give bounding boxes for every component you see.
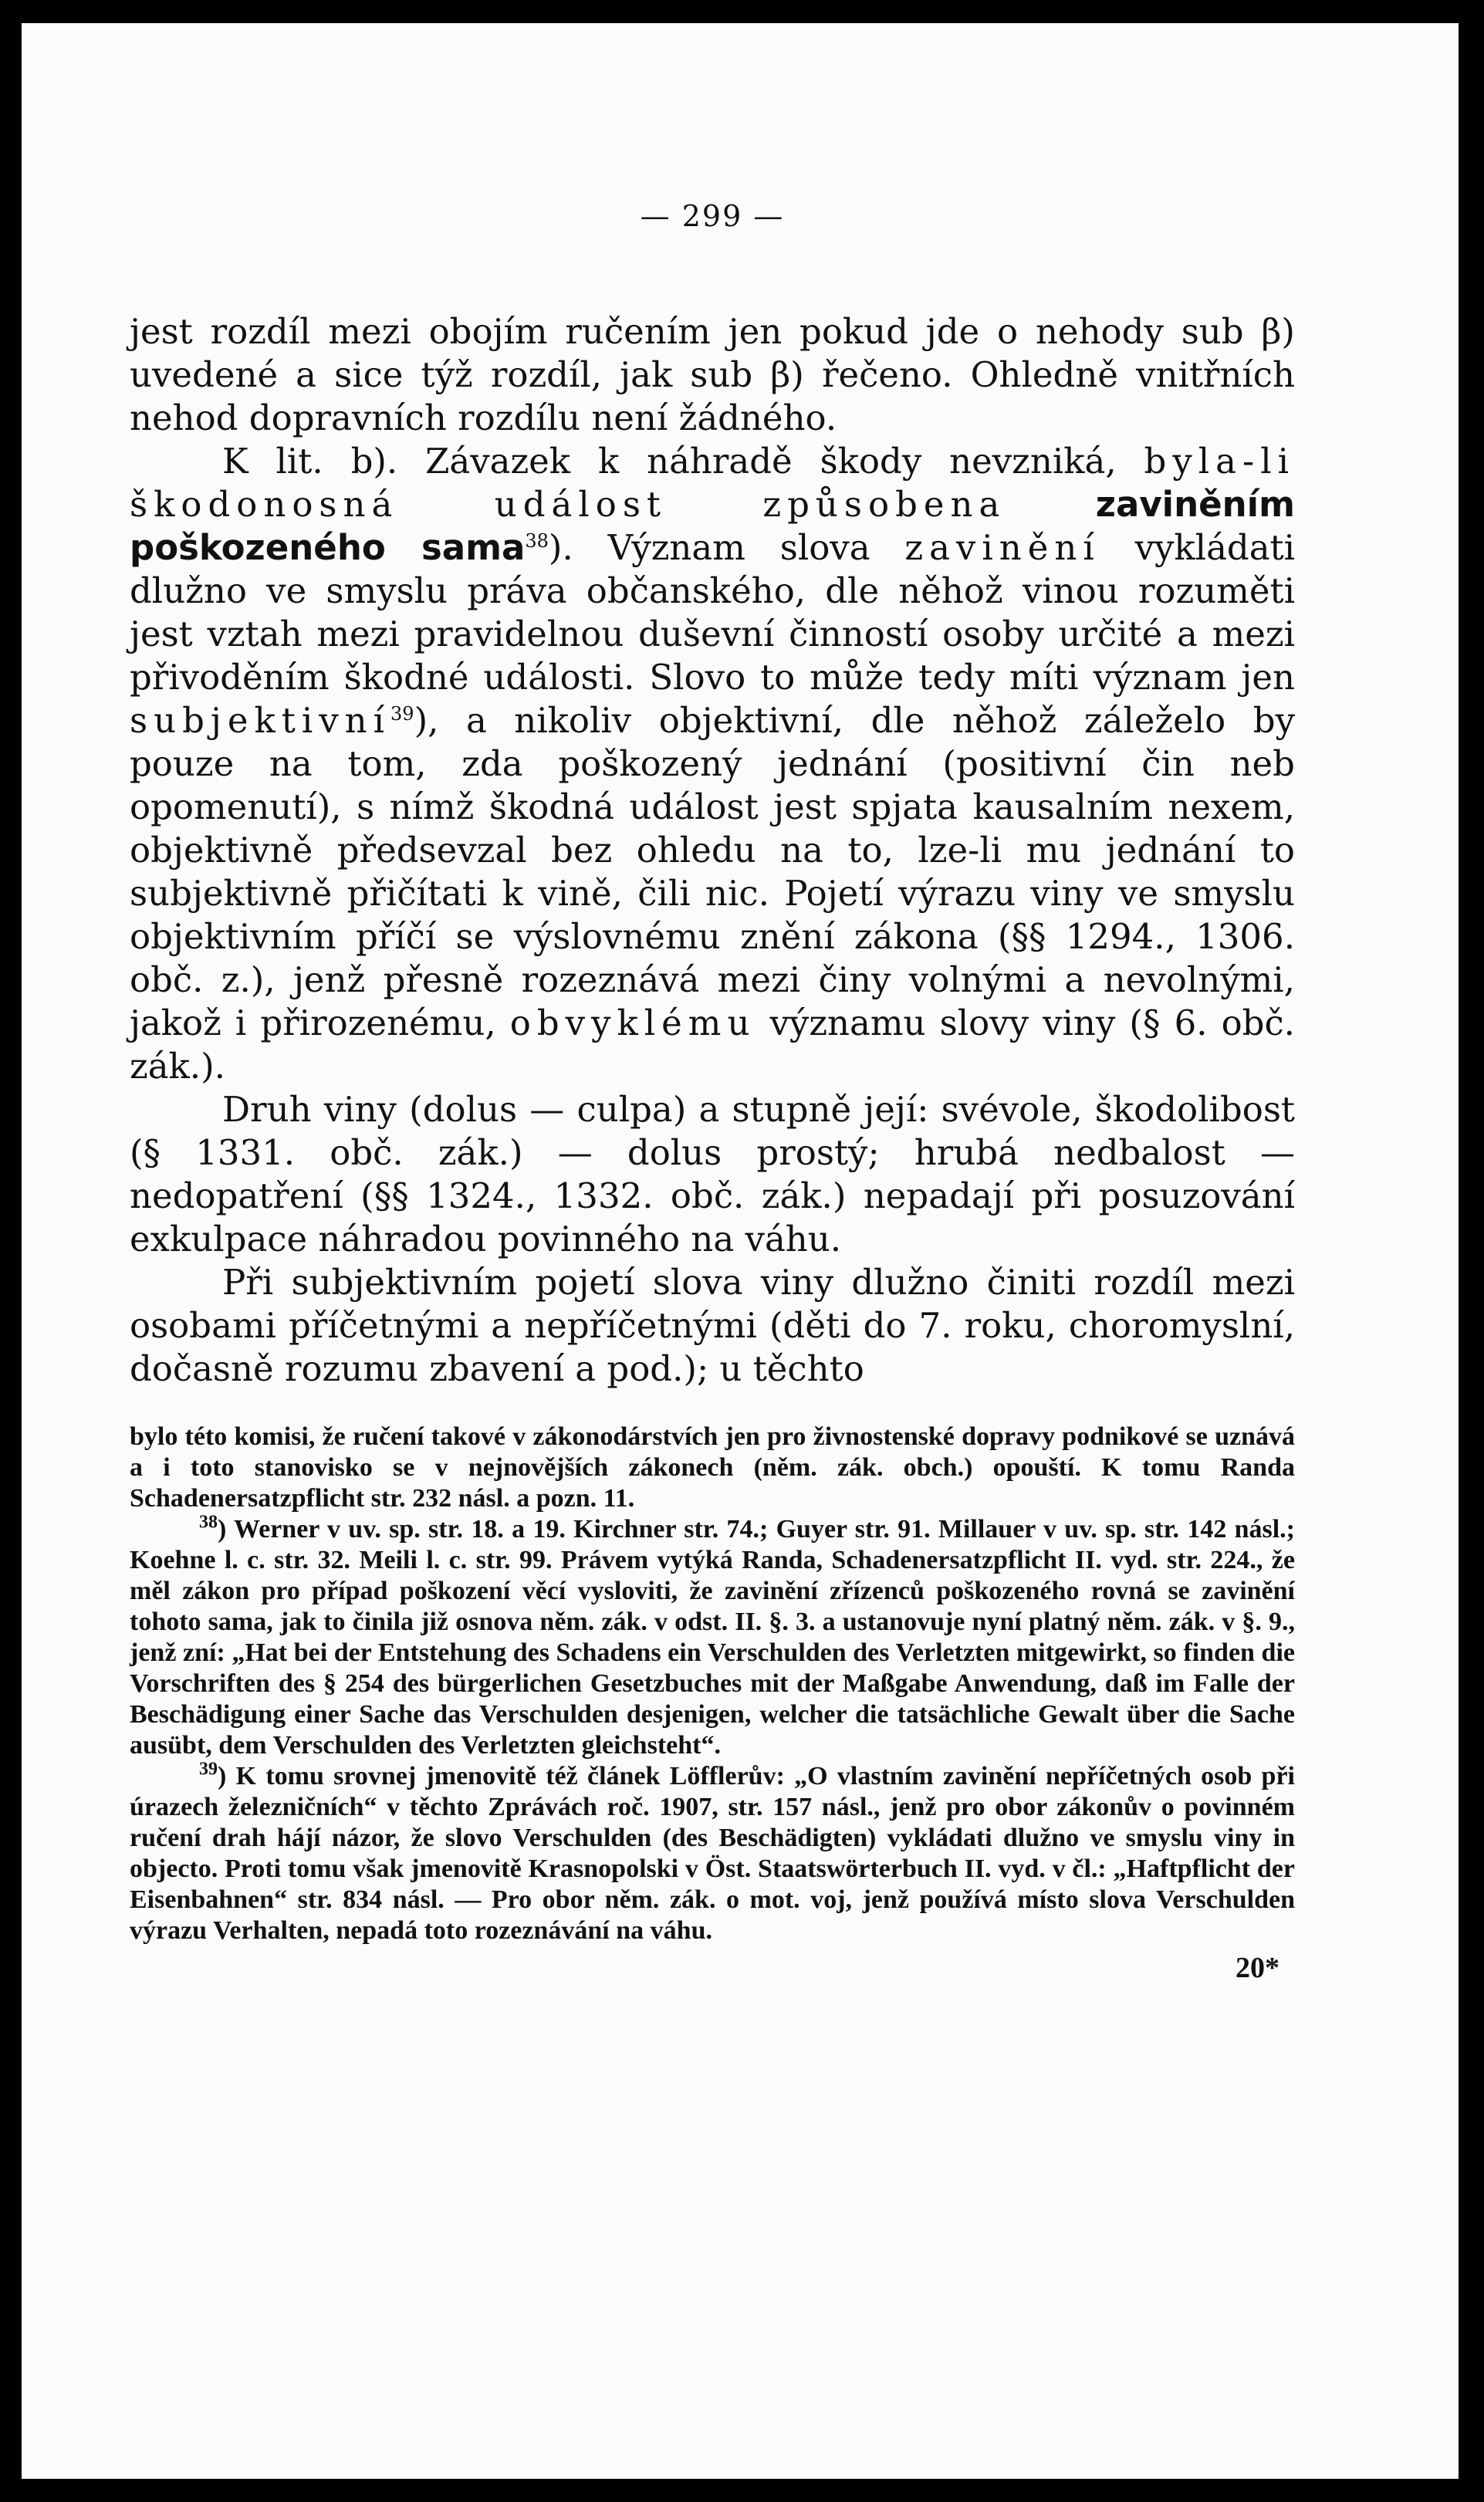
footnotes <box>130 1422 1295 1946</box>
footnote-39: $^{39}$) K tomu srovnej jmenovitě též článek Löfflerův: „O vlastním zavinění nepříčetných osob při úrazech železničních“ v těchto Zprávách roč. 1907, str. 157 násl., jenž pro obor zákonův o povinném ručení drah hájí názor, že slovo Verschulden (des Beschädigten) vykládati dlužno ve smyslu viny in objecto. Proti tomu však jmenovitě Krasnopolski v Öst. Staatswörterbuch II. vyd. v čl.: „Haftpflicht der Eisenbahnen“ str. 834 násl. — Pro obor něm. zák. o mot. voj, jenž používá místo slova Verschulden výrazu Verhalten, nepadá toto rozeznávání na váhu. <box>130 1759 1295 1945</box>
p2-spaced-subjektivni: subjektivní <box>130 700 391 741</box>
page-number: — 299 — <box>640 199 785 233</box>
footnote-continued: bylo této komisi, že ručení takové v zákonodárstvích jen pro živnostenské dopravy podnikové se uznává a i toto stanovisko se v nejnovějších zákonech (něm. zák. obch.) opouští. K tomu Randa Schadenersatzpflicht str. 232 násl. a pozn. 11. <box>130 1422 1295 1513</box>
p2-spaced-zavineni: zavinění <box>904 527 1100 568</box>
footnote-ref-38: 38 <box>525 530 549 552</box>
footnote-ref-39: 39 <box>390 703 414 725</box>
p2-text-a: K lit. b). Závazek k náhradě škody nevzniká, <box>222 441 1144 482</box>
signature-mark: 20* <box>1236 1952 1279 1984</box>
footnote-38: $^{38}$) Werner v uv. sp. str. 18. a 19. Kirchner str. 74.; Guyer str. 91. Millauer v uv. sp. str. 142 násl.; Koehne l. c. str. 32. Meili l. c. str. 99. Právem vytýká Randa, Schadenersatzpflicht II. vyd. str. 224., že měl zákon pro případ poškození věcí vysloviti, že zavinění zřízenců poškozeného rovná se zavinění tohoto sama, jak to činila již osnova něm. zák. v odst. II. §. 3. a ustanovuje nyní platný něm. zák. v §. 9., jenž zní: „Hat bei der Entstehung des Schadens ein Verschulden des Verletzten mitgewirkt, so finden die Vorschriften des § 254 des bürgerlichen Gesetzbuches mit der Maßgabe Anwendung, daß im Falle der Beschädigung einer Sache das Verschulden desjenigen, welcher die tatsächliche Gewalt über die Sache ausübt, dem Verschulden des Verletzten gleichsteht“. <box>130 1512 1295 1760</box>
body-text <box>130 310 1295 1391</box>
p2-spaced-obvyklemu: obvyklému <box>509 1002 756 1043</box>
p2-bold-text: zaviněním poškozeného sama <box>130 484 1295 568</box>
p2-spaced-text: byla-li škodonosná událost způsobena <box>130 441 1295 525</box>
document-page <box>130 199 1295 1985</box>
paragraph-4: Při subjektivním pojetí slova viny dlužno činiti rozdíl mezi osobami příčetnými a nepříčetnými (děti do 7. roku, choromyslní, dočasně rozumu zbavení a pod.); u těchto <box>130 1262 1295 1389</box>
paragraph-2: K lit. b). Závazek k náhradě škody nevzniká, byla-li škodonosná událost způsobena zaviněním poškozeného sama$^{38}$). Význam slova zavinění vykládati dlužno ve smyslu práva občanského, dle něhož vinou rozuměti jest vztah mezi pravidelnou duševní činností osoby určité a mezi přivoděním škodné události. Slovo to může tedy míti význam jen subjektivní$^{39}$), a nikoliv objektivní, dle něhož záleželo by pouze na tom, zda poškozený jednání (positivní čin neb opomenutí), s nímž škodná událost jest spjata kausalním nexem, objektivně předsevzal bez ohledu na to, lze-li mu jednání to subjektivně přičítati k vině, čili nic. Pojetí výrazu viny ve smyslu objektivním příčí se výslovnému znění zákona (§§ 1294., 1306. obč. z.), jenž přesně rozeznává mezi činy volnými a nevolnými, jakož i přirozenému, obvyklému významu slovy viny (§ 6. obč. zák.). <box>130 441 1296 1087</box>
paragraph-3: Druh viny (dolus — culpa) a stupně její: svévole, škodolibost (§ 1331. obč. zák.) — dolus prostý; hrubá nedbalost — nedopatření (§§ 1324., 1332. obč. zák.) nepadají při posuzování exkulpace náhradou povinného na váhu. <box>130 1089 1295 1259</box>
paragraph-1: jest rozdíl mezi obojím ručením jen pokud jde o nehody sub β) uvedené a sice týž rozdíl, jak sub β) řečeno. Ohledně vnitřních nehod dopravních rozdílu není žádného. <box>130 311 1295 438</box>
page-sheet <box>22 23 1459 2479</box>
